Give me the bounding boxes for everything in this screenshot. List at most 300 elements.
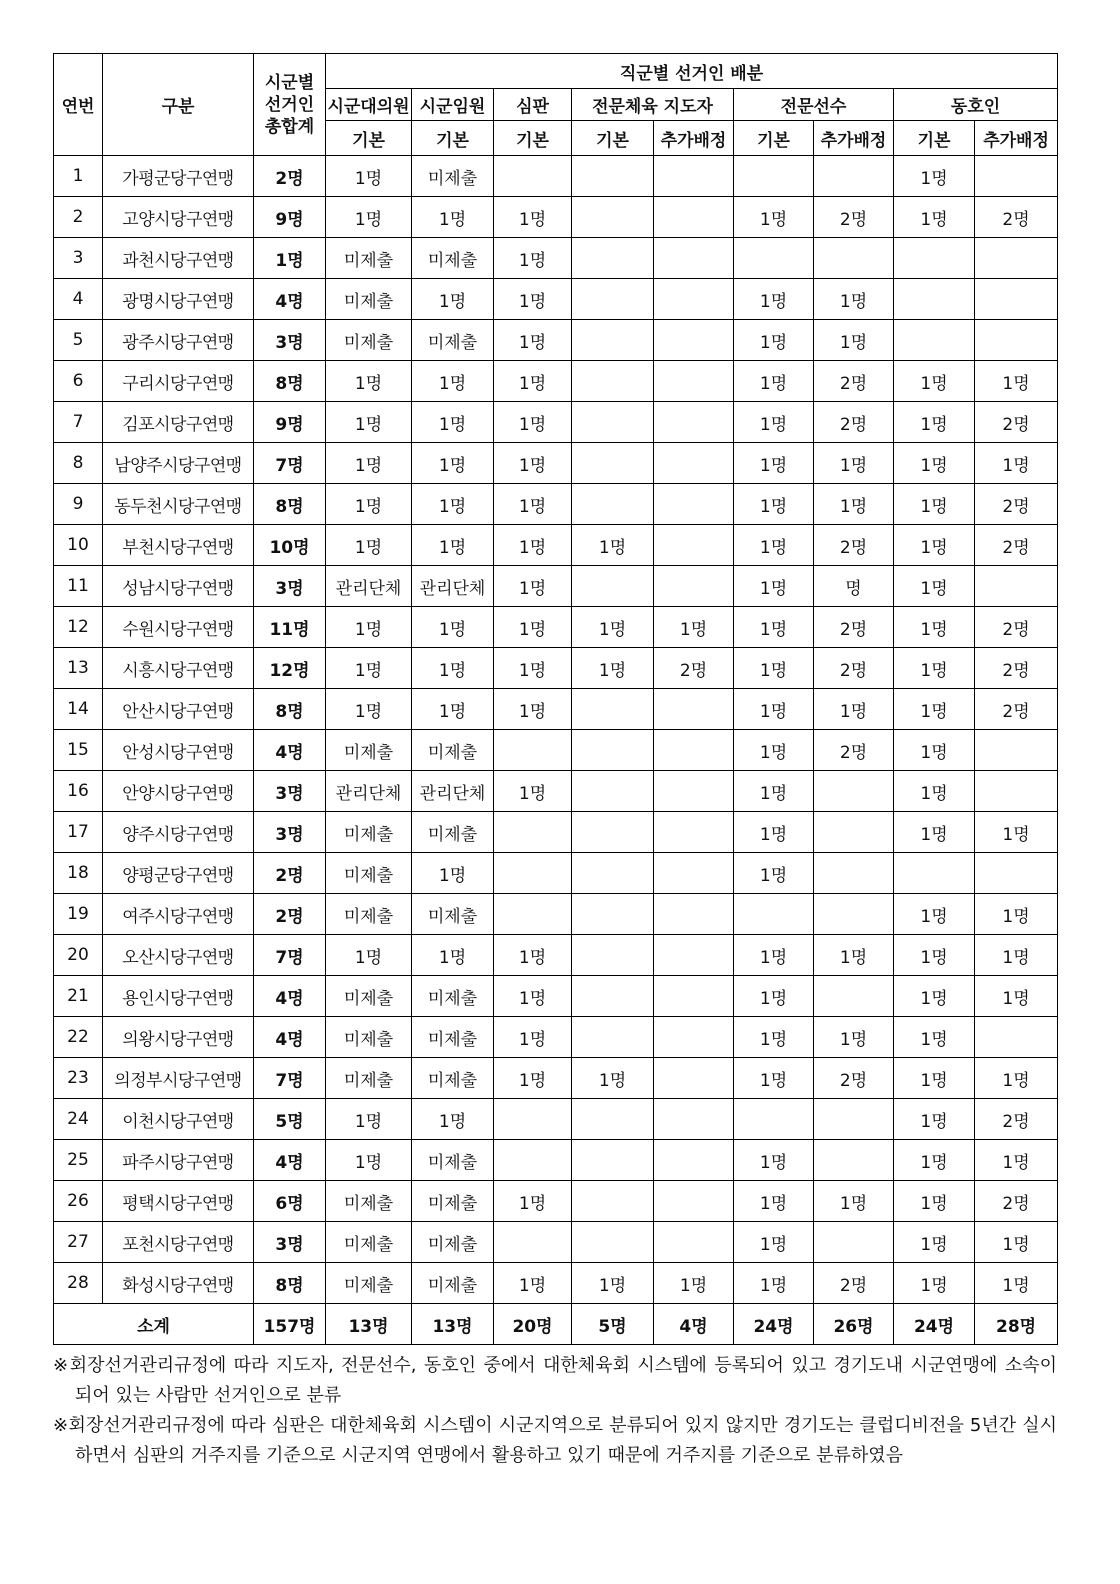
subtotal-council: 13명 xyxy=(326,1304,412,1345)
cell-coach-extra xyxy=(654,525,734,566)
cell-hobby-extra: 1명 xyxy=(975,1058,1058,1099)
cell-total: 4명 xyxy=(254,976,326,1017)
cell-athlete-basic: 1명 xyxy=(734,1017,814,1058)
cell-coach-basic xyxy=(572,279,654,320)
subtotal-hobby-basic: 24명 xyxy=(894,1304,975,1345)
cell-athlete-extra: 2명 xyxy=(814,1263,894,1304)
cell-hobby-extra: 1명 xyxy=(975,361,1058,402)
subtotal-referee: 20명 xyxy=(494,1304,572,1345)
cell-athlete-basic: 1명 xyxy=(734,197,814,238)
cell-name: 여주시당구연맹 xyxy=(103,894,254,935)
cell-coach-extra xyxy=(654,402,734,443)
cell-no: 19 xyxy=(54,894,103,935)
cell-hobby-extra: 2명 xyxy=(975,689,1058,730)
cell-athlete-extra xyxy=(814,1140,894,1181)
cell-referee: 1명 xyxy=(494,689,572,730)
cell-no: 8 xyxy=(54,443,103,484)
cell-name: 동두천시당구연맹 xyxy=(103,484,254,525)
cell-name: 의왕시당구연맹 xyxy=(103,1017,254,1058)
cell-officer: 1명 xyxy=(412,648,494,689)
cell-athlete-basic: 1명 xyxy=(734,607,814,648)
header-basic: 기본 xyxy=(494,121,572,156)
election-allocation-table xyxy=(53,53,1058,1345)
cell-coach-basic xyxy=(572,689,654,730)
cell-hobby-basic xyxy=(894,320,975,361)
cell-name: 가평군당구연맹 xyxy=(103,156,254,197)
cell-athlete-basic: 1명 xyxy=(734,730,814,771)
header-athlete: 전문선수 xyxy=(734,89,894,121)
cell-officer: 1명 xyxy=(412,361,494,402)
cell-no: 27 xyxy=(54,1222,103,1263)
cell-athlete-extra: 2명 xyxy=(814,1058,894,1099)
cell-council: 미제출 xyxy=(326,853,412,894)
cell-coach-extra xyxy=(654,1140,734,1181)
subtotal-hobby-extra: 28명 xyxy=(975,1304,1058,1345)
cell-athlete-extra: 명 xyxy=(814,566,894,607)
cell-name: 부천시당구연맹 xyxy=(103,525,254,566)
cell-total: 7명 xyxy=(254,935,326,976)
cell-no: 5 xyxy=(54,320,103,361)
cell-coach-extra xyxy=(654,771,734,812)
cell-athlete-basic xyxy=(734,156,814,197)
cell-coach-extra xyxy=(654,976,734,1017)
cell-coach-basic xyxy=(572,566,654,607)
cell-coach-extra xyxy=(654,853,734,894)
cell-total: 1명 xyxy=(254,238,326,279)
cell-officer: 1명 xyxy=(412,853,494,894)
header-extra: 추가배정 xyxy=(654,121,734,156)
cell-hobby-basic: 1명 xyxy=(894,197,975,238)
header-extra: 추가배정 xyxy=(814,121,894,156)
cell-hobby-basic: 1명 xyxy=(894,976,975,1017)
cell-hobby-basic: 1명 xyxy=(894,935,975,976)
cell-hobby-extra xyxy=(975,156,1058,197)
cell-total: 8명 xyxy=(254,361,326,402)
cell-athlete-extra: 1명 xyxy=(814,443,894,484)
cell-athlete-extra xyxy=(814,1099,894,1140)
cell-council: 1명 xyxy=(326,607,412,648)
cell-athlete-extra: 2명 xyxy=(814,361,894,402)
cell-council: 1명 xyxy=(326,361,412,402)
cell-coach-extra xyxy=(654,1017,734,1058)
cell-coach-basic xyxy=(572,1222,654,1263)
cell-total: 2명 xyxy=(254,894,326,935)
cell-referee: 1명 xyxy=(494,648,572,689)
cell-referee: 1명 xyxy=(494,566,572,607)
cell-coach-extra xyxy=(654,1222,734,1263)
cell-athlete-basic: 1명 xyxy=(734,566,814,607)
cell-athlete-basic: 1명 xyxy=(734,484,814,525)
cell-hobby-basic: 1명 xyxy=(894,771,975,812)
cell-total: 4명 xyxy=(254,279,326,320)
cell-no: 23 xyxy=(54,1058,103,1099)
header-total-line: 시군별 xyxy=(264,72,315,93)
cell-no: 24 xyxy=(54,1099,103,1140)
cell-total: 8명 xyxy=(254,484,326,525)
cell-athlete-extra xyxy=(814,238,894,279)
cell-athlete-extra xyxy=(814,812,894,853)
cell-officer: 미제출 xyxy=(412,1181,494,1222)
cell-hobby-basic: 1명 xyxy=(894,484,975,525)
cell-coach-basic xyxy=(572,1017,654,1058)
cell-coach-extra xyxy=(654,812,734,853)
cell-coach-extra xyxy=(654,894,734,935)
cell-council: 미제출 xyxy=(326,1017,412,1058)
cell-council: 미제출 xyxy=(326,1263,412,1304)
cell-coach-basic xyxy=(572,361,654,402)
cell-athlete-extra: 2명 xyxy=(814,648,894,689)
cell-no: 11 xyxy=(54,566,103,607)
cell-name: 평택시당구연맹 xyxy=(103,1181,254,1222)
cell-referee: 1명 xyxy=(494,1263,572,1304)
cell-total: 6명 xyxy=(254,1181,326,1222)
table-row xyxy=(54,566,1058,607)
cell-total: 7명 xyxy=(254,1058,326,1099)
cell-council: 미제출 xyxy=(326,238,412,279)
cell-no: 17 xyxy=(54,812,103,853)
table-row xyxy=(54,484,1058,525)
cell-officer: 미제출 xyxy=(412,1140,494,1181)
table-row xyxy=(54,1140,1058,1181)
cell-name: 광주시당구연맹 xyxy=(103,320,254,361)
cell-coach-extra xyxy=(654,279,734,320)
cell-coach-basic xyxy=(572,443,654,484)
cell-hobby-extra: 1명 xyxy=(975,1222,1058,1263)
cell-council: 1명 xyxy=(326,402,412,443)
subtotal-row xyxy=(54,1304,1058,1345)
cell-total: 8명 xyxy=(254,689,326,730)
cell-athlete-basic: 1명 xyxy=(734,1058,814,1099)
cell-total: 4명 xyxy=(254,730,326,771)
cell-officer: 미제출 xyxy=(412,1222,494,1263)
cell-coach-extra xyxy=(654,689,734,730)
cell-athlete-basic xyxy=(734,1099,814,1140)
cell-name: 김포시당구연맹 xyxy=(103,402,254,443)
header-total-line: 선거인 xyxy=(264,94,315,115)
cell-referee xyxy=(494,730,572,771)
cell-hobby-basic: 1명 xyxy=(894,566,975,607)
table-row xyxy=(54,1222,1058,1263)
cell-no: 26 xyxy=(54,1181,103,1222)
cell-athlete-basic: 1명 xyxy=(734,935,814,976)
cell-athlete-basic: 1명 xyxy=(734,402,814,443)
cell-name: 안산시당구연맹 xyxy=(103,689,254,730)
cell-no: 25 xyxy=(54,1140,103,1181)
cell-no: 12 xyxy=(54,607,103,648)
cell-name: 의정부시당구연맹 xyxy=(103,1058,254,1099)
cell-officer: 미제출 xyxy=(412,156,494,197)
cell-coach-extra: 2명 xyxy=(654,648,734,689)
cell-coach-basic xyxy=(572,935,654,976)
cell-referee: 1명 xyxy=(494,402,572,443)
cell-hobby-basic: 1명 xyxy=(894,525,975,566)
cell-hobby-basic: 1명 xyxy=(894,1099,975,1140)
table-row xyxy=(54,607,1058,648)
table-row xyxy=(54,1099,1058,1140)
cell-no: 16 xyxy=(54,771,103,812)
cell-total: 2명 xyxy=(254,156,326,197)
cell-coach-extra: 1명 xyxy=(654,1263,734,1304)
cell-coach-extra xyxy=(654,156,734,197)
cell-total: 3명 xyxy=(254,812,326,853)
header-basic: 기본 xyxy=(412,121,494,156)
cell-name: 양주시당구연맹 xyxy=(103,812,254,853)
cell-referee: 1명 xyxy=(494,443,572,484)
cell-officer: 미제출 xyxy=(412,812,494,853)
table-row xyxy=(54,976,1058,1017)
cell-coach-basic xyxy=(572,320,654,361)
cell-total: 7명 xyxy=(254,443,326,484)
cell-officer: 1명 xyxy=(412,607,494,648)
subtotal-athlete-basic: 24명 xyxy=(734,1304,814,1345)
cell-coach-basic: 1명 xyxy=(572,525,654,566)
cell-coach-extra xyxy=(654,443,734,484)
header-category: 구분 xyxy=(103,54,254,156)
cell-name: 구리시당구연맹 xyxy=(103,361,254,402)
cell-name: 파주시당구연맹 xyxy=(103,1140,254,1181)
cell-no: 18 xyxy=(54,853,103,894)
cell-total: 3명 xyxy=(254,320,326,361)
cell-hobby-basic: 1명 xyxy=(894,1181,975,1222)
cell-coach-basic xyxy=(572,197,654,238)
subtotal-coach-extra: 4명 xyxy=(654,1304,734,1345)
cell-hobby-extra: 2명 xyxy=(975,607,1058,648)
cell-council: 미제출 xyxy=(326,730,412,771)
table-row xyxy=(54,894,1058,935)
cell-council: 1명 xyxy=(326,443,412,484)
cell-athlete-extra xyxy=(814,853,894,894)
cell-total: 11명 xyxy=(254,607,326,648)
cell-officer: 미제출 xyxy=(412,894,494,935)
header-total-line: 총합계 xyxy=(264,116,315,137)
cell-council: 관리단체 xyxy=(326,771,412,812)
cell-athlete-basic: 1명 xyxy=(734,1181,814,1222)
header-basic: 기본 xyxy=(734,121,814,156)
table-row xyxy=(54,525,1058,566)
cell-no: 6 xyxy=(54,361,103,402)
cell-athlete-extra: 2명 xyxy=(814,730,894,771)
cell-coach-basic: 1명 xyxy=(572,648,654,689)
cell-total: 3명 xyxy=(254,566,326,607)
cell-officer: 1명 xyxy=(412,935,494,976)
notes xyxy=(53,1351,1057,1471)
cell-referee: 1명 xyxy=(494,935,572,976)
table-row xyxy=(54,853,1058,894)
cell-name: 안양시당구연맹 xyxy=(103,771,254,812)
cell-athlete-extra xyxy=(814,156,894,197)
cell-total: 12명 xyxy=(254,648,326,689)
table-row xyxy=(54,320,1058,361)
cell-coach-extra xyxy=(654,361,734,402)
table-footer xyxy=(54,1304,1058,1345)
table-row xyxy=(54,279,1058,320)
cell-officer: 1명 xyxy=(412,402,494,443)
cell-referee: 1명 xyxy=(494,1181,572,1222)
cell-council: 미제출 xyxy=(326,279,412,320)
cell-council: 1명 xyxy=(326,156,412,197)
cell-name: 화성시당구연맹 xyxy=(103,1263,254,1304)
table-row xyxy=(54,648,1058,689)
cell-council: 1명 xyxy=(326,648,412,689)
cell-athlete-basic: 1명 xyxy=(734,853,814,894)
cell-coach-basic xyxy=(572,894,654,935)
cell-name: 시흥시당구연맹 xyxy=(103,648,254,689)
cell-coach-extra xyxy=(654,484,734,525)
cell-no: 9 xyxy=(54,484,103,525)
cell-hobby-basic: 1명 xyxy=(894,1222,975,1263)
cell-hobby-extra: 2명 xyxy=(975,197,1058,238)
header-group-title: 직군별 선거인 배분 xyxy=(326,54,1058,89)
cell-name: 포천시당구연맹 xyxy=(103,1222,254,1263)
cell-council: 1명 xyxy=(326,197,412,238)
header-officer: 시군임원 xyxy=(412,89,494,121)
cell-coach-extra xyxy=(654,320,734,361)
cell-athlete-basic: 1명 xyxy=(734,1222,814,1263)
cell-coach-basic: 1명 xyxy=(572,1058,654,1099)
cell-coach-extra xyxy=(654,1099,734,1140)
cell-hobby-basic: 1명 xyxy=(894,812,975,853)
cell-athlete-basic: 1명 xyxy=(734,361,814,402)
cell-total: 9명 xyxy=(254,197,326,238)
cell-no: 1 xyxy=(54,156,103,197)
note: ※회장선거관리규정에 따라 지도자, 전문선수, 동호인 중에서 대한체육회 시스템에 등록되어 있고 경기도내 시군연맹에 소속이 되어 있는 사람만 선거인으로 분류 xyxy=(53,1355,1057,1406)
cell-name: 성남시당구연맹 xyxy=(103,566,254,607)
cell-total: 4명 xyxy=(254,1017,326,1058)
cell-council: 1명 xyxy=(326,525,412,566)
cell-hobby-extra: 1명 xyxy=(975,1263,1058,1304)
cell-council: 미제출 xyxy=(326,812,412,853)
cell-officer: 미제출 xyxy=(412,730,494,771)
cell-no: 21 xyxy=(54,976,103,1017)
cell-officer: 1명 xyxy=(412,279,494,320)
header-no: 연번 xyxy=(54,54,103,156)
cell-athlete-extra: 2명 xyxy=(814,525,894,566)
cell-no: 4 xyxy=(54,279,103,320)
cell-hobby-basic xyxy=(894,853,975,894)
cell-referee: 1명 xyxy=(494,320,572,361)
subtotal-coach-basic: 5명 xyxy=(572,1304,654,1345)
header-referee: 심판 xyxy=(494,89,572,121)
cell-coach-extra xyxy=(654,566,734,607)
cell-total: 9명 xyxy=(254,402,326,443)
cell-hobby-extra xyxy=(975,1017,1058,1058)
table-row xyxy=(54,935,1058,976)
cell-referee: 1명 xyxy=(494,607,572,648)
cell-coach-basic xyxy=(572,1140,654,1181)
cell-officer: 1명 xyxy=(412,525,494,566)
cell-council: 1명 xyxy=(326,689,412,730)
cell-council: 1명 xyxy=(326,935,412,976)
cell-hobby-basic: 1명 xyxy=(894,1017,975,1058)
cell-coach-basic xyxy=(572,1099,654,1140)
cell-hobby-basic: 1명 xyxy=(894,402,975,443)
cell-name: 광명시당구연맹 xyxy=(103,279,254,320)
cell-name: 용인시당구연맹 xyxy=(103,976,254,1017)
cell-officer: 관리단체 xyxy=(412,566,494,607)
cell-officer: 미제출 xyxy=(412,1017,494,1058)
table-header xyxy=(54,54,1058,156)
cell-coach-basic: 1명 xyxy=(572,607,654,648)
cell-hobby-basic: 1명 xyxy=(894,730,975,771)
cell-hobby-extra xyxy=(975,320,1058,361)
cell-coach-basic xyxy=(572,771,654,812)
header-basic: 기본 xyxy=(572,121,654,156)
cell-referee: 1명 xyxy=(494,525,572,566)
cell-hobby-extra: 1명 xyxy=(975,935,1058,976)
cell-coach-extra xyxy=(654,935,734,976)
cell-name: 고양시당구연맹 xyxy=(103,197,254,238)
cell-name: 과천시당구연맹 xyxy=(103,238,254,279)
cell-total: 10명 xyxy=(254,525,326,566)
cell-coach-extra xyxy=(654,1058,734,1099)
table-row xyxy=(54,197,1058,238)
cell-no: 3 xyxy=(54,238,103,279)
cell-athlete-extra: 1명 xyxy=(814,689,894,730)
cell-hobby-extra xyxy=(975,853,1058,894)
cell-hobby-basic: 1명 xyxy=(894,689,975,730)
cell-athlete-extra: 1명 xyxy=(814,935,894,976)
cell-total: 8명 xyxy=(254,1263,326,1304)
cell-hobby-extra: 2명 xyxy=(975,648,1058,689)
cell-no: 7 xyxy=(54,402,103,443)
cell-name: 양평군당구연맹 xyxy=(103,853,254,894)
cell-hobby-extra: 1명 xyxy=(975,976,1058,1017)
cell-athlete-extra xyxy=(814,894,894,935)
cell-hobby-basic xyxy=(894,279,975,320)
cell-hobby-extra xyxy=(975,566,1058,607)
cell-hobby-extra: 1명 xyxy=(975,1140,1058,1181)
cell-hobby-extra: 2명 xyxy=(975,402,1058,443)
cell-hobby-extra: 1명 xyxy=(975,812,1058,853)
cell-athlete-extra: 1명 xyxy=(814,320,894,361)
header-council: 시군대의원 xyxy=(326,89,412,121)
cell-coach-extra xyxy=(654,197,734,238)
cell-athlete-extra: 1명 xyxy=(814,484,894,525)
cell-athlete-basic: 1명 xyxy=(734,689,814,730)
table-row xyxy=(54,771,1058,812)
cell-hobby-extra: 2명 xyxy=(975,1181,1058,1222)
cell-hobby-basic: 1명 xyxy=(894,894,975,935)
cell-officer: 1명 xyxy=(412,443,494,484)
cell-no: 20 xyxy=(54,935,103,976)
cell-total: 3명 xyxy=(254,1222,326,1263)
cell-referee: 1명 xyxy=(494,1017,572,1058)
cell-referee xyxy=(494,853,572,894)
cell-athlete-extra: 1명 xyxy=(814,1181,894,1222)
cell-council: 1명 xyxy=(326,1099,412,1140)
cell-coach-basic xyxy=(572,812,654,853)
cell-council: 미제출 xyxy=(326,320,412,361)
cell-coach-extra xyxy=(654,730,734,771)
cell-hobby-basic: 1명 xyxy=(894,1140,975,1181)
header-basic: 기본 xyxy=(894,121,975,156)
cell-referee xyxy=(494,1099,572,1140)
header-coach: 전문체육 지도자 xyxy=(572,89,734,121)
cell-referee: 1명 xyxy=(494,279,572,320)
cell-athlete-extra: 2명 xyxy=(814,607,894,648)
table-row xyxy=(54,156,1058,197)
table-row xyxy=(54,812,1058,853)
cell-coach-basic xyxy=(572,730,654,771)
cell-hobby-extra: 2명 xyxy=(975,525,1058,566)
cell-referee: 1명 xyxy=(494,771,572,812)
cell-referee xyxy=(494,1140,572,1181)
cell-officer: 미제출 xyxy=(412,320,494,361)
cell-hobby-extra xyxy=(975,279,1058,320)
cell-athlete-extra: 2명 xyxy=(814,402,894,443)
cell-no: 14 xyxy=(54,689,103,730)
cell-total: 2명 xyxy=(254,853,326,894)
